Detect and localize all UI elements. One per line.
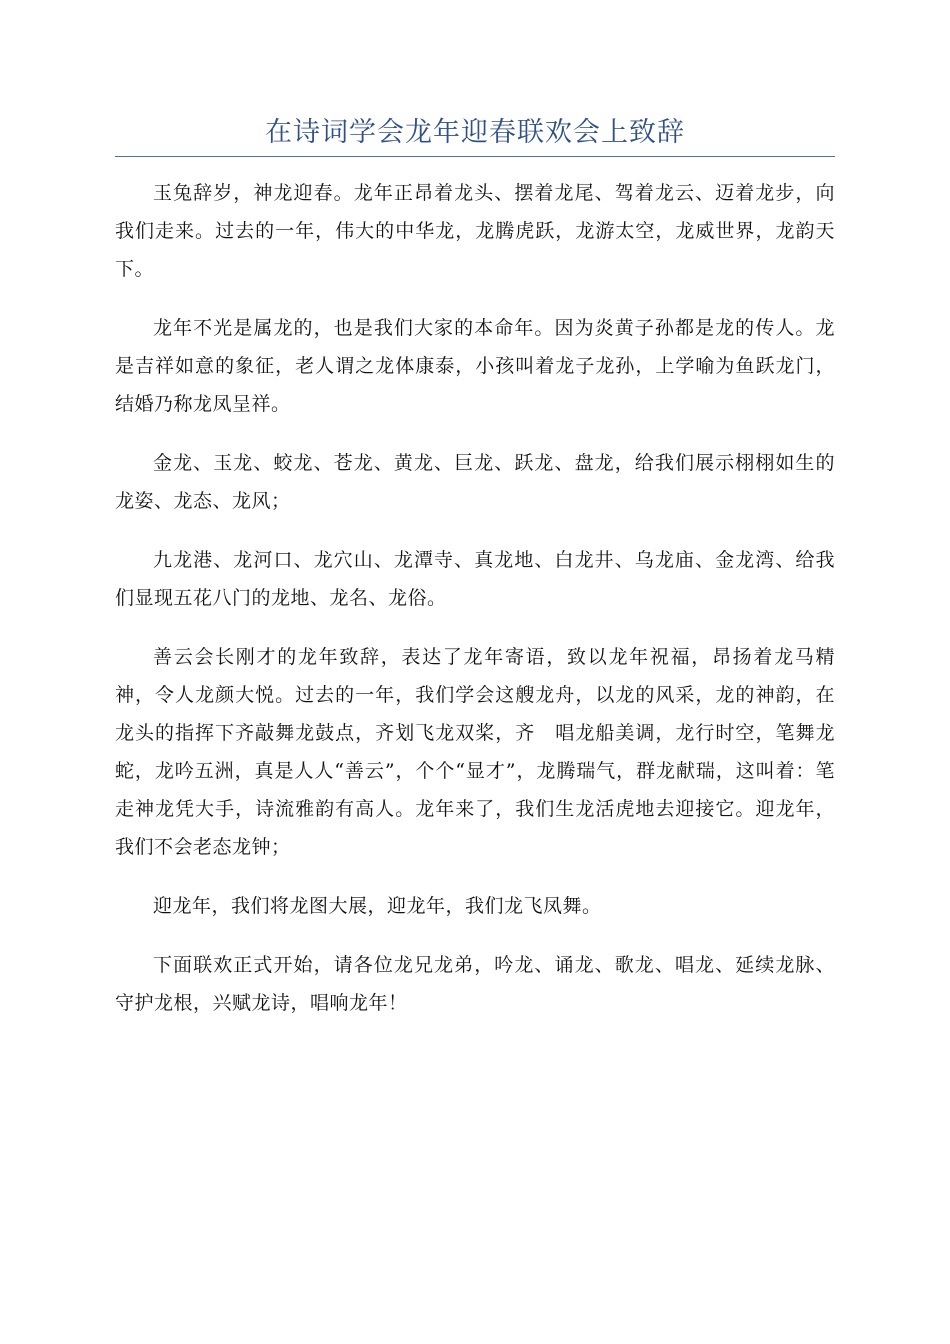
paragraph: 龙年不光是属龙的，也是我们大家的本命年。因为炎黄子孙都是龙的传人。龙是吉祥如意的象征，老人谓之龙体康泰，小孩叫着龙子龙孙，上学喻为鱼跃龙门，结婚乃称龙凤呈祥。	[115, 317, 835, 415]
title-block	[115, 110, 835, 157]
paragraph: 玉兔辞岁，神龙迎春。龙年正昂着龙头、摆着龙尾、驾着龙云、迈着龙步，向我们走来。过去的一年，伟大的中华龙，龙腾虎跃，龙游太空，龙威世界，龙韵天下。	[115, 182, 835, 280]
paragraph: 金龙、玉龙、蛟龙、苍龙、黄龙、巨龙、跃龙、盘龙，给我们展示栩栩如生的龙姿、龙态、龙风；	[115, 452, 835, 512]
paragraph: 九龙港、龙河口、龙穴山、龙潭寺、真龙地、白龙井、乌龙庙、金龙湾、给我们显现五花八门的龙地、龙名、龙俗。	[115, 549, 835, 609]
document-body	[115, 174, 835, 1043]
paragraph: 善云会长刚才的龙年致辞，表达了龙年寄语，致以龙年祝福，昂扬着龙马精神，令人龙颜大悦。过去的一年，我们学会这艘龙舟，以龙的风采，龙的神韵，在龙头的指挥下齐敲舞龙鼓点，齐划飞龙双桨，齐 唱龙船美调，龙行时空，笔舞龙蛇，龙吟五洲，真是人人“善云”，个个“显才”，龙腾瑞气，群龙献瑞，这叫着：笔走神龙凭大手，诗流雅韵有高人。龙年来了，我们生龙活虎地去迎接它。迎龙年，我们不会老态龙钟；	[115, 646, 835, 858]
document-title: 在诗词学会龙年迎春联欢会上致辞	[265, 117, 685, 148]
paragraph: 下面联欢正式开始，请各位龙兄龙弟，吟龙、诵龙、歌龙、唱龙、延续龙脉、守护龙根，兴赋龙诗，唱响龙年！	[115, 954, 835, 1014]
paragraph: 迎龙年，我们将龙图大展，迎龙年，我们龙飞凤舞。	[153, 895, 602, 917]
